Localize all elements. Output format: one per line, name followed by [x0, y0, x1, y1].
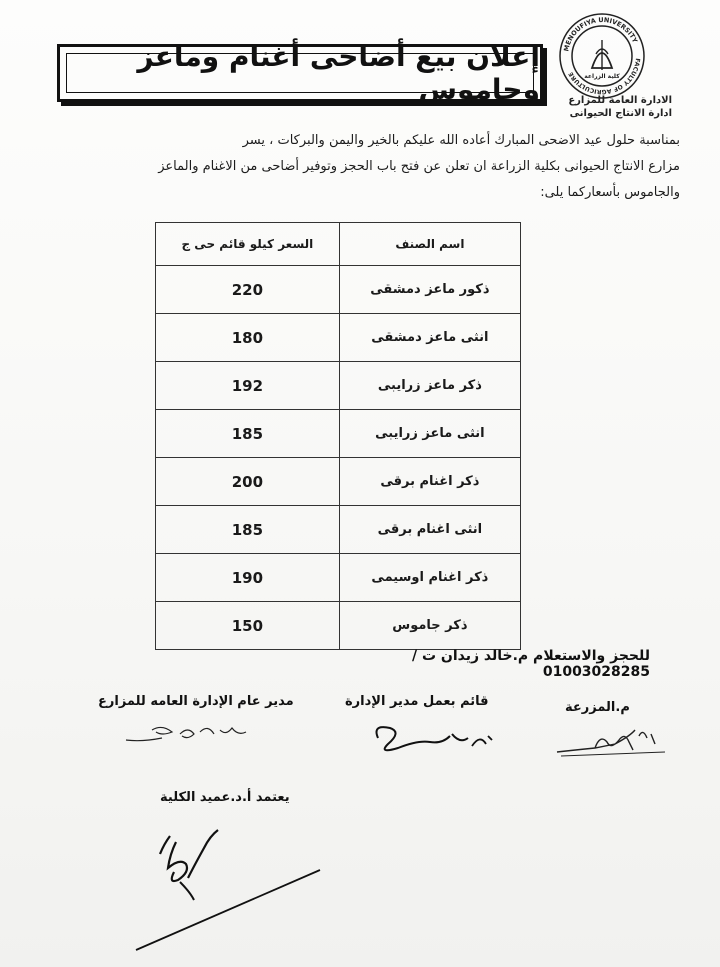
item-name: ذكور ماعز دمشقى	[339, 266, 520, 314]
signature-label-dean: يعتمد أ.د.عميد الكلية	[160, 790, 290, 805]
item-price: 192	[156, 362, 340, 410]
table-row	[156, 362, 521, 410]
acting-director-signature	[368, 714, 508, 764]
org-line-animal-production: ادارة الانتاج الحيوانى	[569, 108, 672, 119]
contact-line: للحجز والاستعلام م.خالد زيدان ت / 01003028285	[411, 648, 650, 680]
farm-engineer-signature	[555, 722, 670, 762]
item-name: انثى ماعز دمشقى	[339, 314, 520, 362]
signature-label-acting-director: قائم بعمل مدير الإدارة	[345, 694, 489, 709]
item-price: 200	[156, 458, 340, 506]
org-line-general-admin: الادارة العامة للمزارع	[568, 95, 672, 106]
item-price: 190	[156, 554, 340, 602]
signature-label-farm-engineer: م.المزرعة	[565, 700, 630, 715]
table-row	[156, 266, 521, 314]
item-price: 180	[156, 314, 340, 362]
intro-line-1: بمناسبة حلول عيد الاضحى المبارك أعاده الله عليكم بالخير واليمن والبركات ، يسر	[242, 133, 680, 148]
table-row	[156, 314, 521, 362]
intro-paragraph	[40, 128, 680, 206]
organization-lines	[560, 94, 672, 120]
item-name: ذكر اغنام برقى	[339, 458, 520, 506]
header-price: السعر كيلو قائم حى ج	[156, 223, 340, 266]
dean-signature	[130, 818, 330, 958]
item-price: 220	[156, 266, 340, 314]
header-item-name: اسم الصنف	[339, 223, 520, 266]
intro-line-3: والجاموس بأسعاركما يلى:	[540, 185, 680, 200]
seal-text-arabic: كلية الزراعة	[584, 73, 620, 80]
price-table	[155, 222, 521, 650]
table-header-row	[156, 223, 521, 266]
table-row	[156, 410, 521, 458]
intro-line-2: مزارع الانتاج الحيوانى بكلية الزراعة ان تعلن عن فتح باب الحجز وتوفير أضاحى من الاغنام والماعز	[158, 159, 680, 174]
item-name: انثى اغنام برقى	[339, 506, 520, 554]
table-row	[156, 458, 521, 506]
item-name: ذكر ماعز زرايبى	[339, 362, 520, 410]
announcement-title: إعلان بيع أضاحى أغنام وماعز وجاموس	[137, 40, 540, 106]
table-row	[156, 602, 521, 650]
item-price: 185	[156, 410, 340, 458]
item-name: انثى ماعز زرايبى	[339, 410, 520, 458]
general-director-signature	[122, 720, 272, 750]
item-price: 185	[156, 506, 340, 554]
item-name: ذكر جاموس	[339, 602, 520, 650]
item-name: ذكر اغنام اوسيمى	[339, 554, 520, 602]
announcement-title-box	[57, 40, 543, 106]
seal-text-bottom: FACULTY OF AGRICULTURE	[567, 57, 641, 96]
signature-label-general-director: مدير عام الإدارة العامه للمزارع	[98, 694, 294, 709]
item-price: 150	[156, 602, 340, 650]
table-row	[156, 554, 521, 602]
university-seal-icon	[556, 10, 648, 102]
seal-text-top: MENOUFIYA UNIVERSITY	[562, 15, 640, 53]
table-row	[156, 506, 521, 554]
